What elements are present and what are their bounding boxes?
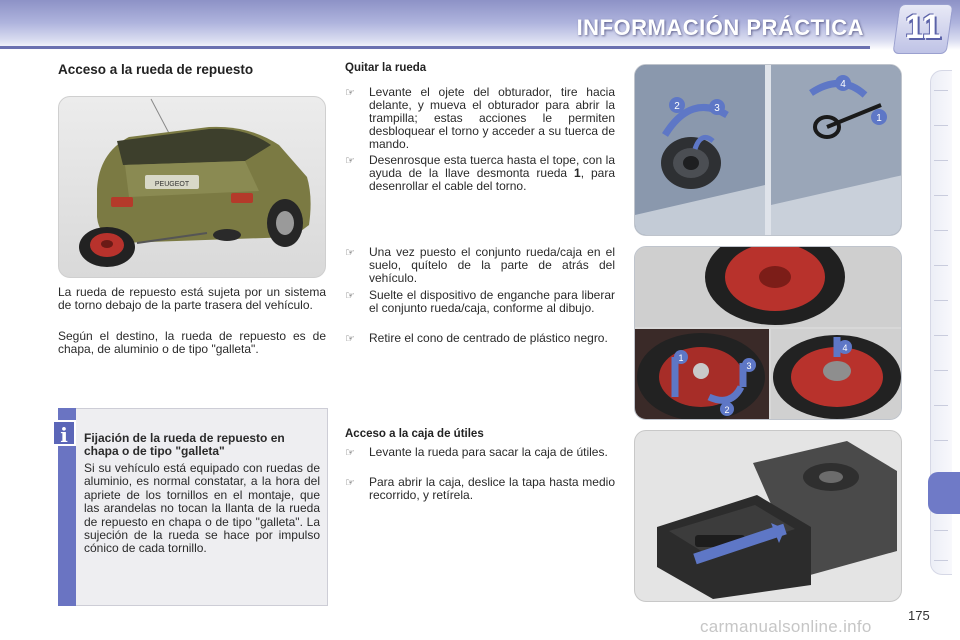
car-plate: PEUGEOT [154, 181, 190, 188]
list-item [345, 476, 615, 502]
list-item-text: Levante la rueda para sacar la caja de útiles. [369, 445, 608, 459]
rail-tick [934, 370, 948, 371]
list-item [345, 289, 615, 315]
tool-box-illustration [634, 430, 902, 602]
callout-number: 4 [840, 79, 846, 90]
rail-tick [934, 560, 948, 561]
list-item-text: Suelte el dispositivo de enganche para liberar el conjunto rueda/caja, conforme al dibujo. [369, 288, 615, 315]
winch-access-illustration [634, 64, 902, 236]
section-title: Acceso a la rueda de repuesto [58, 62, 254, 77]
rail-tick [934, 125, 948, 126]
car-rear-illustration [58, 96, 326, 278]
list-item-text: Levante el ojete del obturador, tire hacia delante, y mueva el obturador para abrir la trampilla; estas acciones le permiten desbloquear el torno y acceder a su tuerca de mando. [369, 85, 615, 151]
callout-number: 3 [714, 103, 720, 114]
list-item [345, 86, 615, 151]
callout-number: 4 [842, 343, 848, 353]
rail-tick [934, 90, 948, 91]
info-box-title: Fijación de la rueda de repuesto en chapa o de tipo "galleta" [84, 431, 285, 458]
list-item [345, 332, 615, 345]
rail-tick [934, 530, 948, 531]
rail-tick [934, 440, 948, 441]
list-item [345, 246, 615, 285]
rail-tick [934, 405, 948, 406]
pointing-hand-icon: ☞ [345, 246, 355, 259]
rail-tick [934, 265, 948, 266]
list-item-text: Desenrosque esta tuerca hasta el tope, con la ayuda de la llave desmonta rueda 1, para desenrollar el cable del torno. [369, 153, 615, 193]
list-item-text: Para abrir la caja, deslice la tapa hasta medio recorrido, y retírela. [369, 475, 615, 502]
callout-number: 2 [674, 101, 680, 112]
pointing-hand-icon: ☞ [345, 446, 355, 459]
subheading-remove-wheel: Quitar la rueda [345, 62, 427, 74]
chapter-number: 11 [905, 8, 941, 46]
rail-tick [934, 160, 948, 161]
pointing-hand-icon: ☞ [345, 332, 355, 345]
rail-tick [934, 195, 948, 196]
pointing-hand-icon: ☞ [345, 86, 355, 99]
info-icon: i [52, 420, 76, 446]
watermark: carmanualsonline.info [700, 617, 872, 636]
list-item-text: Una vez puesto el conjunto rueda/caja en el suelo, quítelo de la parte de atrás del vehículo. [369, 245, 615, 285]
list-item-text: Retire el cono de centrado de plástico negro. [369, 331, 608, 345]
paragraph-spare-wheel-winch: La rueda de repuesto está sujeta por un sistema de torno debajo de la parte trasera del vehículo. [58, 285, 326, 312]
callout-number: 2 [724, 405, 730, 415]
info-box-text: Si su vehículo está equipado con ruedas de aluminio, es normal constatar, a la hora del apriete de los tornillos en el montaje, que las arandelas no tocan la llanta de la rueda de repuesto en chapa o de tipo "galleta". La sujeción de la rueda se hace por impulso cónico de cada tornillo. [84, 461, 320, 556]
pointing-hand-icon: ☞ [345, 476, 355, 489]
callout-number: 3 [746, 361, 752, 371]
callout-number: 1 [876, 113, 882, 124]
wheel-release-illustration [634, 246, 902, 420]
chapter-rail-active-tab[interactable] [928, 472, 960, 514]
rail-tick [934, 300, 948, 301]
callout-reference: 1 [574, 166, 581, 180]
rail-tick [934, 230, 948, 231]
header-rule [0, 46, 870, 49]
page-number: 175 [908, 608, 930, 623]
callout-number: 1 [678, 353, 684, 363]
list-item [345, 446, 615, 459]
paragraph-spare-wheel-types: Según el destino, la rueda de repuesto es de chapa, de aluminio o de tipo "galleta". [58, 329, 326, 356]
pointing-hand-icon: ☞ [345, 154, 355, 167]
subheading-tool-box: Acceso a la caja de útiles [345, 428, 484, 440]
pointing-hand-icon: ☞ [345, 289, 355, 302]
page-title: INFORMACIÓN PRÁCTICA [576, 15, 864, 40]
rail-tick [934, 335, 948, 336]
list-item [345, 154, 615, 193]
